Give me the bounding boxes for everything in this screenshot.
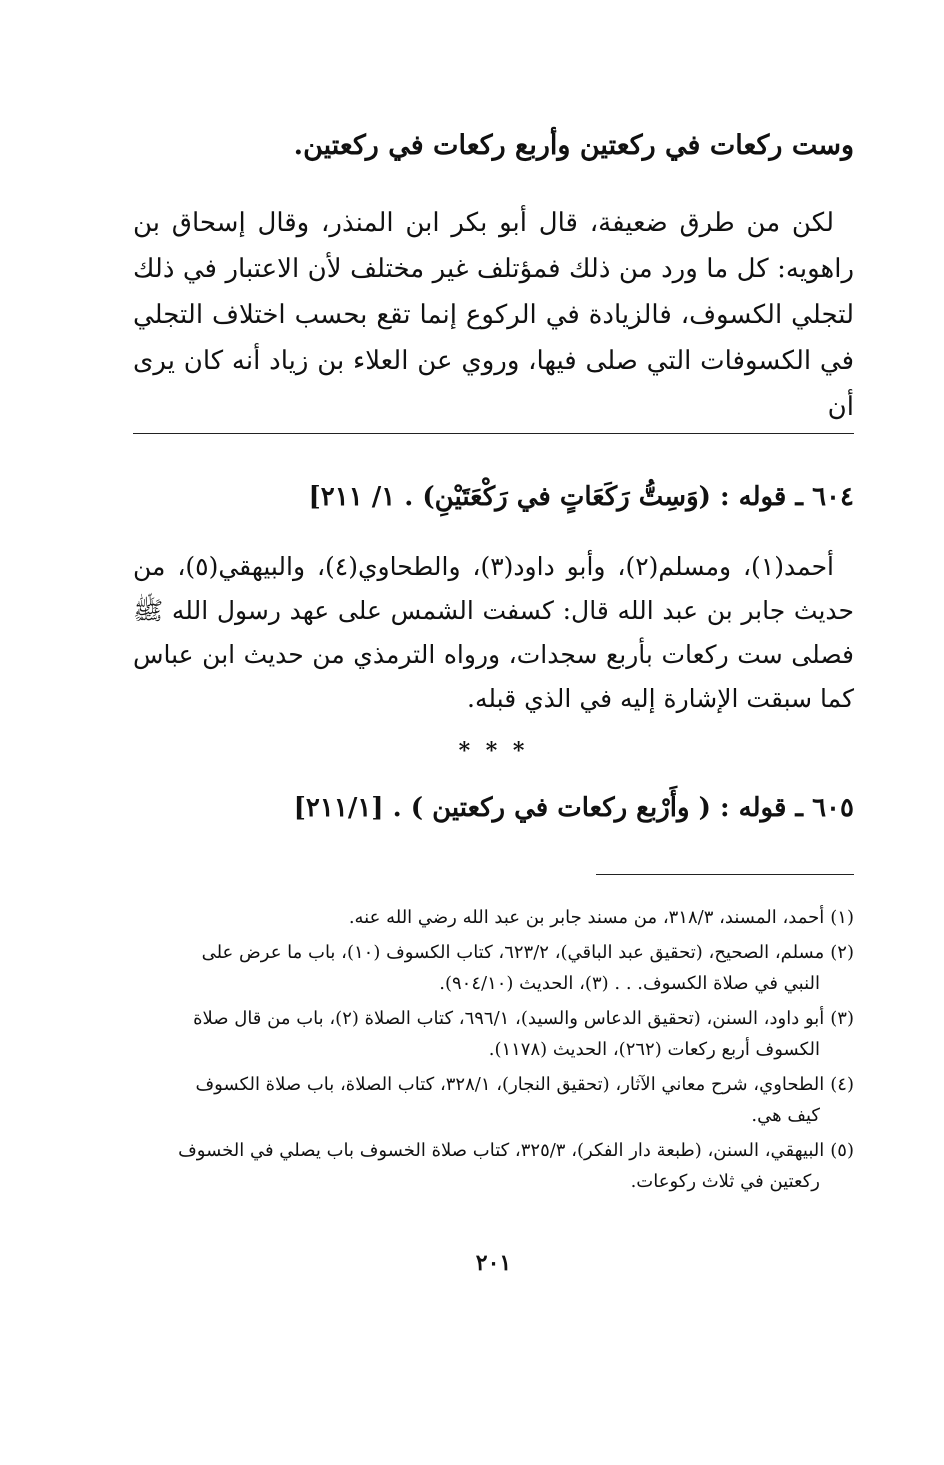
footnote-3 <box>133 1003 854 1065</box>
footnote-text: أحمد، المسند، ٣١٨/٣، من مسند جابر بن عبد الله رضي الله عنه. <box>348 907 825 928</box>
footnote-continuation: النبي في صلاة الكسوف. . . (٣)، الحديث (٩٠٤/١٠). <box>439 973 820 994</box>
footnote-text: الطحاوي، شرح معاني الآثار، (تحقيق النجار)، ٣٢٨/١، كتاب الصلاة، باب صلاة الكسوف <box>195 1074 825 1095</box>
section-divider <box>133 433 854 434</box>
continuation-line: وست ركعات في ركعتين وأربع ركعات في ركعتين. <box>293 130 854 161</box>
footnote-continuation: ركعتين في ثلاث ركوعات. <box>630 1171 820 1192</box>
footnote-number: (١) <box>830 907 854 928</box>
footnote-text: البيهقي، السنن، (طبعة دار الفكر)، ٣٢٥/٣، كتاب صلاة الخسوف باب يصلي في الخسوف <box>178 1140 825 1161</box>
book-page <box>133 0 854 1465</box>
entry-605-heading: ٦٠٥ ـ قوله : ( وأَرْبع ركعات في ركعتين ) . [٢١١/١] <box>293 793 854 823</box>
entry-604-heading: ٦٠٤ ـ قوله : (وَسِتُّ رَكَعَاتٍ في رَكْعَتَيْنِ) . ١/ ٢١١] <box>308 482 854 512</box>
paragraph-1: لكن من طرق ضعيفة، قال أبو بكر ابن المنذر، وقال إسحاق بن راهويه: كل ما ورد من ذلك فمؤتلف غير مختلف لأن الاعتبار في ذلك لتجلي الكسوف، فالزيادة في الركوع إنما تقع بحسب اختلاف التجلي في الكسوفات التي صلى فيها، وروي عن العلاء بن زياد أنه كان يرى أن <box>133 208 854 422</box>
footnote-2 <box>133 937 854 999</box>
footnote-continuation: كيف هي. <box>751 1105 820 1126</box>
footnote-continuation: الكسوف أربع ركعات (٢٦٢)، الحديث (١١٧٨). <box>488 1039 820 1060</box>
footnotes <box>133 902 854 1201</box>
footnote-5 <box>133 1135 854 1197</box>
footnote-number: (٤) <box>830 1074 854 1095</box>
footnote-4 <box>133 1069 854 1131</box>
footnote-text: مسلم، الصحيح، (تحقيق عبد الباقي)، ٦٢٣/٢، كتاب الكسوف (١٠)، باب ما عرض على <box>201 942 825 963</box>
asterisk-separator: * * * <box>458 738 529 764</box>
footnote-1 <box>133 902 854 933</box>
footnote-divider <box>596 874 854 875</box>
footnote-number: (٣) <box>830 1008 854 1029</box>
footnote-number: (٢) <box>830 942 854 963</box>
page-number: ٢٠١ <box>475 1250 512 1276</box>
footnote-text: أبو داود، السنن، (تحقيق الدعاس والسيد)، ٦٩٦/١، كتاب الصلاة (٢)، باب من قال صلاة <box>193 1008 825 1029</box>
entry-604-body: أحمد(١)، ومسلم(٢)، وأبو داود(٣)، والطحاوي(٤)، والبيهقي(٥)، من حديث جابر بن عبد الله قال: كسفت الشمس على عهد رسول الله ﷺ فصلى ست ركعات بأربع سجدات، ورواه الترمذي من حديث ابن عباس كما سبقت الإشارة إليه في الذي قبله. <box>133 552 854 713</box>
footnote-number: (٥) <box>830 1140 854 1161</box>
